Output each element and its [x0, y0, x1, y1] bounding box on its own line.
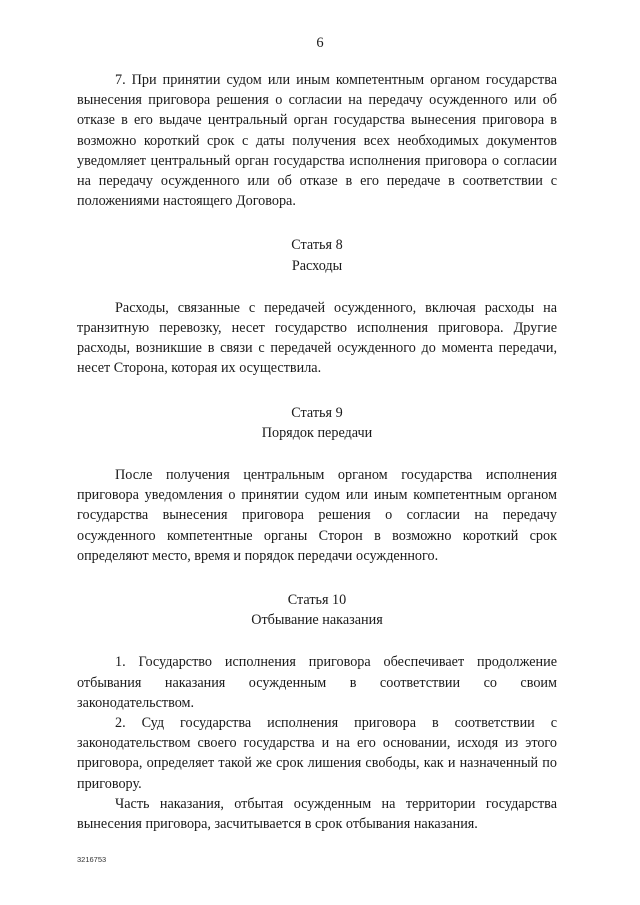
article-10-title: Отбывание наказания: [251, 612, 383, 629]
article-8-heading: [77, 235, 557, 275]
article-8-paragraph: Расходы, связанные с передачей осужденного, включая расходы на транзитную перевозку, несет государство исполнения приговора. Другие расходы, возникшие в связи с передачей осужденного до момента передачи, несет Сторона, которая их осуществила.: [77, 299, 557, 377]
article-10-paragraph-2: 2. Суд государства исполнения приговора в соответствии с законодательством своего государства и на его основании, исходя из этого приговора, определяет такой же срок лишения свободы, как и назначенный по приговору.: [77, 715, 557, 792]
article-9-paragraph: После получения центральным органом государства исполнения приговора уведомления о принятии судом или иным компетентным органом государства вынесения приговора решения о согласии на передачу осужденного компетентные органы Сторон в возможно короткий срок определяют место, время и порядок передачи осужденного.: [77, 467, 557, 564]
article-10-heading: [77, 590, 557, 630]
article-10-paragraph-3: Часть наказания, отбытая осужденным на территории государства вынесения приговора, засчитывается в срок отбывания наказания.: [77, 795, 557, 833]
page-number: 6: [316, 35, 324, 51]
article-8-title: Расходы: [291, 257, 343, 274]
article-9-number: Статья 9: [291, 404, 343, 421]
article-10-number: Статья 10: [287, 592, 347, 609]
article-9-title: Порядок передачи: [261, 424, 373, 441]
article-10-paragraph-1: 1. Государство исполнения приговора обеспечивает продолжение отбывания наказания осужденным в соответствии со своим законодательством.: [77, 654, 557, 711]
paragraph-7: 7. При принятии судом или иным компетентным органом государства вынесения приговора решения о согласии на передачу осужденного или об отказе в его выдаче центральный орган государства вынесения приговора в возможно короткий срок с даты получения всех необходимых документов уведомляет центральный орган государства исполнения приговора о согласии на передачу осужденного или об отказе в его передаче в соответствии с положениями настоящего Договора.: [77, 72, 557, 210]
article-9-heading: [77, 403, 557, 443]
document-code: 3216753: [77, 855, 107, 864]
document-body: [77, 70, 557, 834]
article-8-number: Статья 8: [291, 237, 343, 254]
